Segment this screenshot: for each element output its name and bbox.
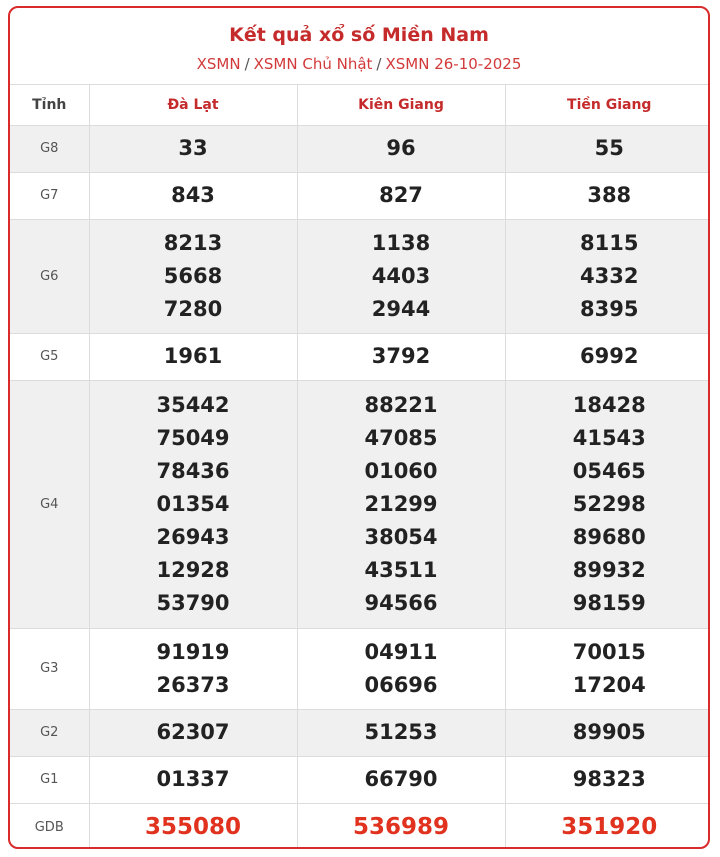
result-cell-da-lat	[89, 380, 297, 628]
result-cell-tien-giang	[505, 380, 710, 628]
breadcrumb-separator: /	[244, 55, 250, 73]
breadcrumb-separator: /	[376, 55, 382, 73]
prize-number: 7280	[163, 296, 223, 321]
prize-number: 4332	[580, 263, 639, 288]
prize-number: 35442	[156, 392, 230, 417]
result-cell-tien-giang	[505, 219, 710, 333]
prize-row-g1	[10, 756, 710, 803]
special-prize-number: 536989	[352, 813, 450, 840]
prize-label: G1	[10, 756, 89, 803]
prize-number: 12928	[156, 557, 230, 582]
prize-number: 5668	[163, 263, 223, 288]
prize-number: 3792	[371, 344, 431, 368]
prize-number: 21299	[364, 491, 438, 516]
prize-number: 91919	[156, 639, 230, 664]
column-header-tien-giang: Tiền Giang	[505, 85, 710, 125]
prize-number: 38054	[364, 524, 438, 549]
table-header-row	[10, 85, 710, 125]
result-cell-da-lat	[89, 125, 297, 172]
result-cell-da-lat	[89, 333, 297, 380]
prize-number: 52298	[572, 491, 646, 516]
result-cell-da-lat	[89, 709, 297, 756]
result-cell-tien-giang	[505, 803, 710, 849]
breadcrumb-xsmn-chu-nhat-link[interactable]: XSMN Chủ Nhật	[253, 55, 373, 73]
prize-number: 8115	[580, 230, 639, 255]
breadcrumb-xsmn-link[interactable]: XSMN	[196, 55, 241, 73]
result-cell-da-lat	[89, 803, 297, 849]
result-cell-da-lat	[89, 628, 297, 709]
prize-number: 8213	[163, 230, 223, 255]
result-cell-da-lat	[89, 219, 297, 333]
column-header-kien-giang: Kiên Giang	[297, 85, 505, 125]
prize-number: 17204	[572, 672, 646, 697]
special-prize-number: 355080	[144, 813, 242, 840]
result-cell-tien-giang	[505, 709, 710, 756]
result-cell-kien-giang	[297, 172, 505, 219]
prize-number: 89680	[572, 524, 646, 549]
result-cell-da-lat	[89, 172, 297, 219]
prize-number: 04911	[364, 639, 438, 664]
prize-number: 70015	[572, 639, 646, 664]
prize-row-g4	[10, 380, 710, 628]
prize-number: 62307	[156, 720, 230, 744]
result-cell-kien-giang	[297, 125, 505, 172]
prize-number: 89905	[572, 720, 646, 744]
prize-number: 89932	[572, 557, 646, 582]
prize-number: 843	[171, 183, 215, 207]
result-cell-tien-giang	[505, 756, 710, 803]
prize-number: 96	[386, 136, 416, 160]
result-cell-kien-giang	[297, 219, 505, 333]
prize-number: 94566	[364, 590, 438, 615]
prize-number: 43511	[364, 557, 438, 582]
prize-number: 01337	[156, 767, 230, 791]
result-cell-tien-giang	[505, 628, 710, 709]
column-header-da-lat: Đà Lạt	[89, 85, 297, 125]
prize-number: 1961	[163, 344, 223, 368]
result-cell-tien-giang	[505, 125, 710, 172]
result-cell-tien-giang	[505, 172, 710, 219]
prize-row-g7	[10, 172, 710, 219]
breadcrumb	[10, 55, 708, 73]
prize-row-g3	[10, 628, 710, 709]
result-cell-kien-giang	[297, 756, 505, 803]
prize-number: 47085	[364, 425, 438, 450]
prize-label: G7	[10, 172, 89, 219]
prize-number: 8395	[580, 296, 639, 321]
prize-number: 53790	[156, 590, 230, 615]
prize-label: G2	[10, 709, 89, 756]
result-cell-kien-giang	[297, 628, 505, 709]
special-prize-number: 351920	[561, 813, 658, 840]
prize-number: 41543	[572, 425, 646, 450]
prize-number: 06696	[364, 672, 438, 697]
column-header-province: Tỉnh	[10, 85, 89, 125]
prize-number: 33	[178, 136, 208, 160]
prize-label: GDB	[10, 803, 89, 849]
prize-number: 26943	[156, 524, 230, 549]
prize-number: 18428	[572, 392, 646, 417]
result-cell-tien-giang	[505, 333, 710, 380]
prize-number: 4403	[371, 263, 431, 288]
prize-number: 01354	[156, 491, 230, 516]
prize-number: 55	[594, 136, 624, 160]
page-title: Kết quả xổ số Miền Nam	[229, 24, 489, 46]
result-cell-kien-giang	[297, 380, 505, 628]
prize-row-g5	[10, 333, 710, 380]
results-card	[8, 6, 710, 849]
result-cell-da-lat	[89, 756, 297, 803]
prize-number: 26373	[156, 672, 230, 697]
prize-label: G3	[10, 628, 89, 709]
prize-label: G5	[10, 333, 89, 380]
results-header	[10, 8, 708, 85]
prize-number: 1138	[371, 230, 431, 255]
prize-number: 827	[379, 183, 423, 207]
prize-number: 6992	[580, 344, 639, 368]
prize-row-gdb	[10, 803, 710, 849]
prize-label: G8	[10, 125, 89, 172]
prize-number: 2944	[371, 296, 431, 321]
prize-number: 98323	[572, 767, 646, 791]
result-cell-kien-giang	[297, 709, 505, 756]
prize-number: 388	[587, 183, 632, 207]
prize-number: 75049	[156, 425, 230, 450]
result-cell-kien-giang	[297, 803, 505, 849]
prize-number: 01060	[364, 458, 438, 483]
prize-label: G4	[10, 380, 89, 628]
result-cell-kien-giang	[297, 333, 505, 380]
prize-row-g2	[10, 709, 710, 756]
prize-number: 05465	[572, 458, 646, 483]
prize-row-g8	[10, 125, 710, 172]
prize-row-g6	[10, 219, 710, 333]
results-table	[10, 85, 710, 849]
prize-number: 51253	[364, 720, 438, 744]
prize-label: G6	[10, 219, 89, 333]
prize-number: 78436	[156, 458, 230, 483]
breadcrumb-xsmn-date-link[interactable]: XSMN 26-10-2025	[385, 55, 522, 73]
prize-number: 98159	[572, 590, 646, 615]
prize-number: 88221	[364, 392, 438, 417]
prize-number: 66790	[364, 767, 438, 791]
